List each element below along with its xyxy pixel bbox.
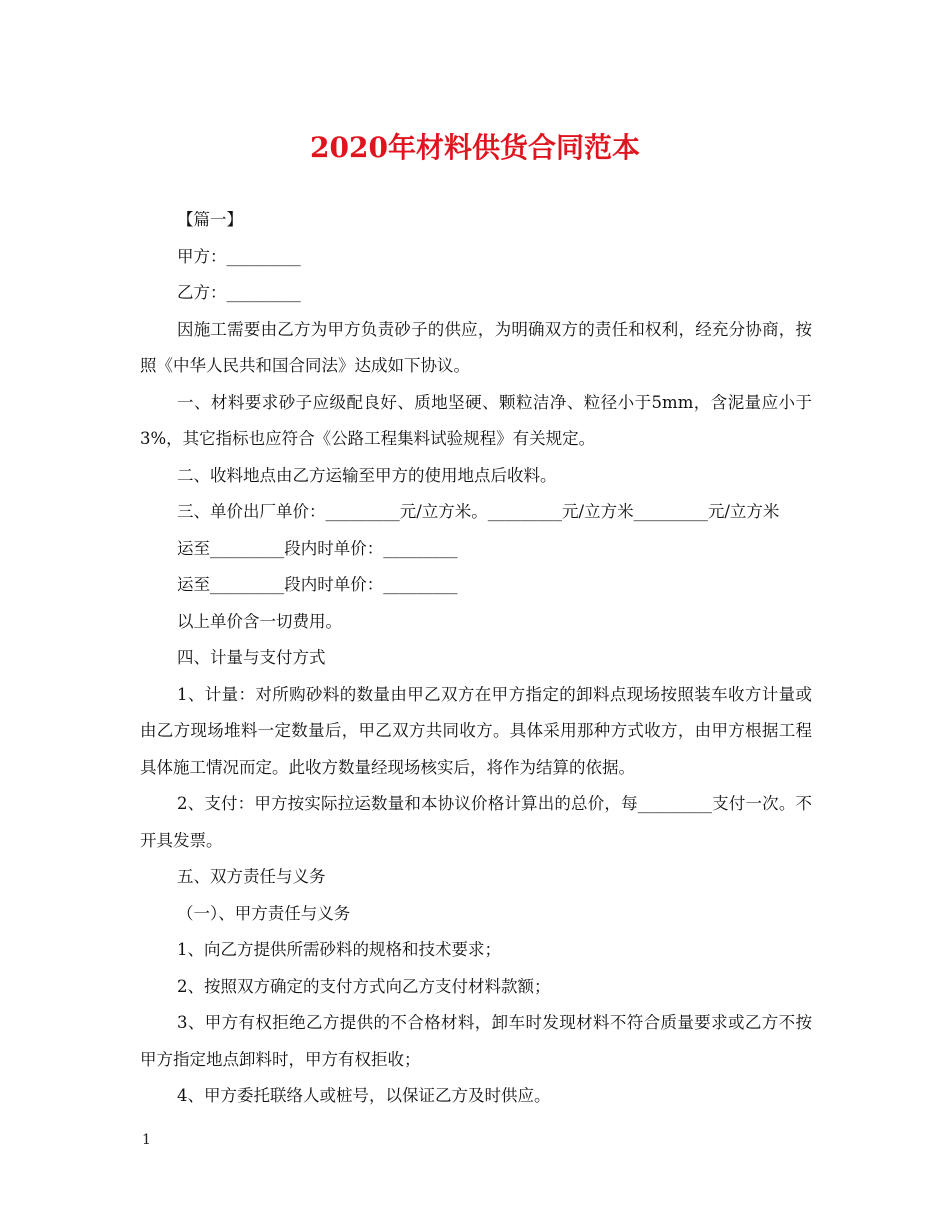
delivery-price-line: 运至_________段内时单价：_________ (177, 575, 458, 594)
measurement-paragraph: 1、计量：对所购砂料的数量由甲乙双方在甲方指定的卸料点现场按照装车收方计量或由乙方现场堆料一定数量后，甲乙双方共同收方。具体采用那种方式收方，由甲方根据工程具体施工情况而定。此收方数量经现场核实后，将作为结算的依据。 (140, 684, 812, 777)
price-note: 以上单价含一切费用。 (177, 611, 342, 631)
document-title: 2020年材料供货合同范本 (310, 131, 640, 164)
clause-material-requirements: 一、材料要求砂子应级配良好、质地坚硬、颗粒洁净、粒径小于5mm，含泥量应小于3%，其它指标也应符合《公路工程集料试验规程》有关规定。 (140, 392, 812, 448)
party-a-line: 甲方：_________ (177, 246, 301, 266)
page-number: 1 (142, 1132, 151, 1148)
list-item: 4、甲方委托联络人或桩号，以保证乙方及时供应。 (177, 1086, 551, 1105)
party-b-line: 乙方：_________ (177, 283, 301, 302)
list-item: 2、按照双方确定的支付方式向乙方支付材料款额； (177, 976, 551, 996)
list-item: 1、向乙方提供所需砂料的规格和技术要求； (177, 940, 501, 959)
section-heading: 四、计量与支付方式 (177, 648, 326, 667)
subsection-heading: （一）、甲方责任与义务 (177, 903, 351, 923)
delivery-price-line: 运至_________段内时单价：_________ (177, 538, 458, 558)
preamble-paragraph: 因施工需要由乙方为甲方负责砂子的供应，为明确双方的责任和权利，经充分协商，按照《中华人民共和国合同法》达成如下协议。 (140, 319, 812, 375)
document-body (140, 202, 812, 1115)
clause-delivery-location: 二、收料地点由乙方运输至甲方的使用地点后收料。 (177, 465, 557, 485)
section-heading: 五、双方责任与义务 (177, 867, 326, 886)
section-label: 【篇一】 (177, 210, 243, 229)
payment-paragraph: 2、支付：甲方按实际拉运数量和本协议价格计算出的总价，每_________支付一次。不开具发票。 (140, 794, 812, 850)
clause-unit-price: 三、单价出厂单价：_________元/立方米。_________元/立方米_________元/立方米 (177, 502, 780, 521)
list-item: 3、甲方有权拒绝乙方提供的不合格材料，卸车时发现材料不符合质量要求或乙方不按甲方指定地点卸料时，甲方有权拒收； (140, 1013, 812, 1069)
